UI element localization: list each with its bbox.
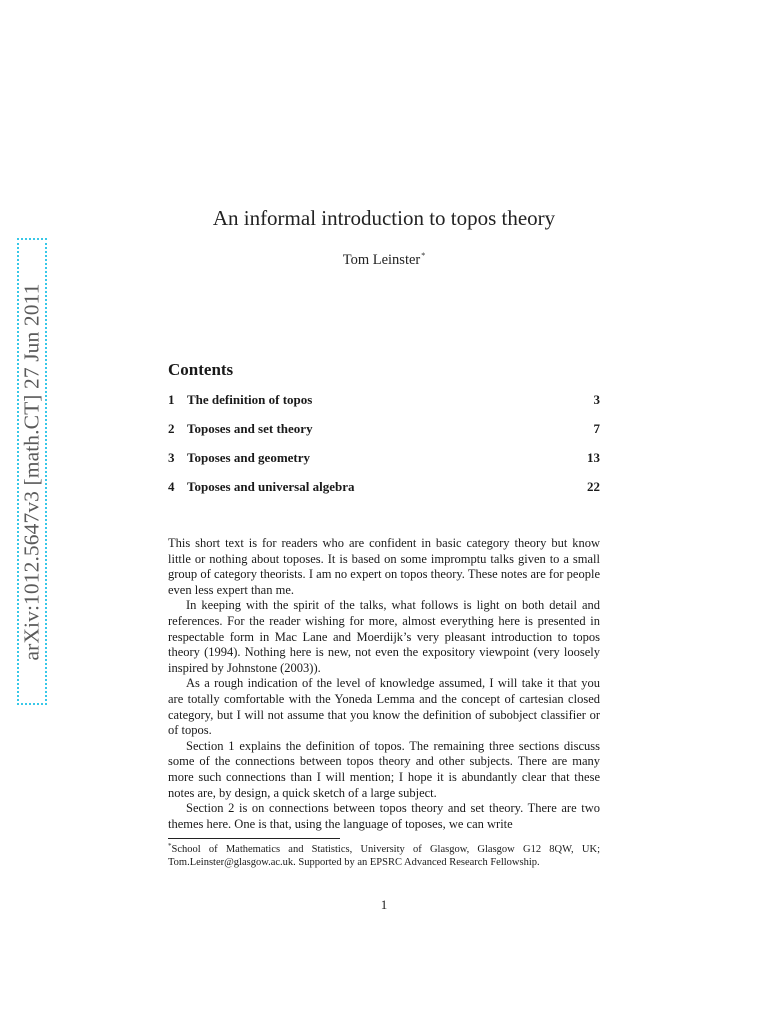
paragraph: Section 2 is on connections between topos theory and set theory. There are two themes here. One is that, using the language of toposes, we can write [168,801,600,831]
paragraph: Section 1 explains the definition of topos. The remaining three sections discuss some of the connections between topos theory and other subjects. There are many more such connections than I will mention; I hope it is abundantly clear that these notes are, by design, a quick sketch of a large subject. [168,738,600,800]
toc-number: 1 [168,392,175,407]
paper-title: An informal introduction to topos theory [212,206,556,230]
arxiv-identifier: arXiv:1012.5647v3 [math.CT] 27 Jun 2011 [19,283,44,660]
author-footnote-mark: * [421,251,426,260]
footnote-mark: * [168,842,172,850]
toc-number: 4 [168,479,175,494]
toc-title: Toposes and set theory [187,421,313,436]
toc-page: 7 [593,421,600,436]
paragraph: This short text is for readers who are confident in basic category theory but know little or nothing about toposes. It is based on some impromptu talks given to a small group of category theorists. I am no expert on topos theory. These notes are for people even less expert than me. [168,536,600,597]
toc-title: The definition of topos [187,392,313,407]
author-name: Tom Leinster [342,252,421,268]
abstract-body [168,536,600,832]
toc-page: 13 [587,450,600,465]
arxiv-stamp [17,238,47,705]
toc-entry[interactable] [168,421,600,439]
toc-number: 2 [168,421,175,436]
author-line [0,251,768,269]
toc-title: Toposes and geometry [187,450,311,465]
footnote [168,840,600,869]
footnote-rule [168,838,340,839]
toc-entry[interactable] [168,450,600,468]
paragraph: In keeping with the spirit of the talks, what follows is light on both detail and references. For the reader wishing for more, almost everything here is presented in respectable form in Mac Lane and Moerdijk’s very pleasant introduction to topos theory (1994). Nothing here is new, not even the expository viewpoint (very loosely inspired by Johnstone (2003)). [168,598,600,675]
toc-entry[interactable] [168,392,600,410]
contents-heading: Contents [168,360,234,379]
toc-entry[interactable] [168,479,600,497]
footnote-text: School of Mathematics and Statistics, University of Glasgow, Glasgow G12 8QW, UK; Tom.Leinster@glasgow.ac.uk. Supported by an EPSRC Advanced Research Fellowship. [168,844,600,868]
toc-page: 3 [593,392,600,407]
toc-page: 22 [587,479,600,494]
paragraph: As a rough indication of the level of knowledge assumed, I will take it that you are totally comfortable with the Yoneda Lemma and the concept of cartesian closed category, but I will not assume that you know the definition of subobject classifier or of topos. [168,676,600,738]
page-number: 1 [380,897,388,912]
toc-title: Toposes and universal algebra [187,479,355,494]
toc-number: 3 [168,450,175,465]
